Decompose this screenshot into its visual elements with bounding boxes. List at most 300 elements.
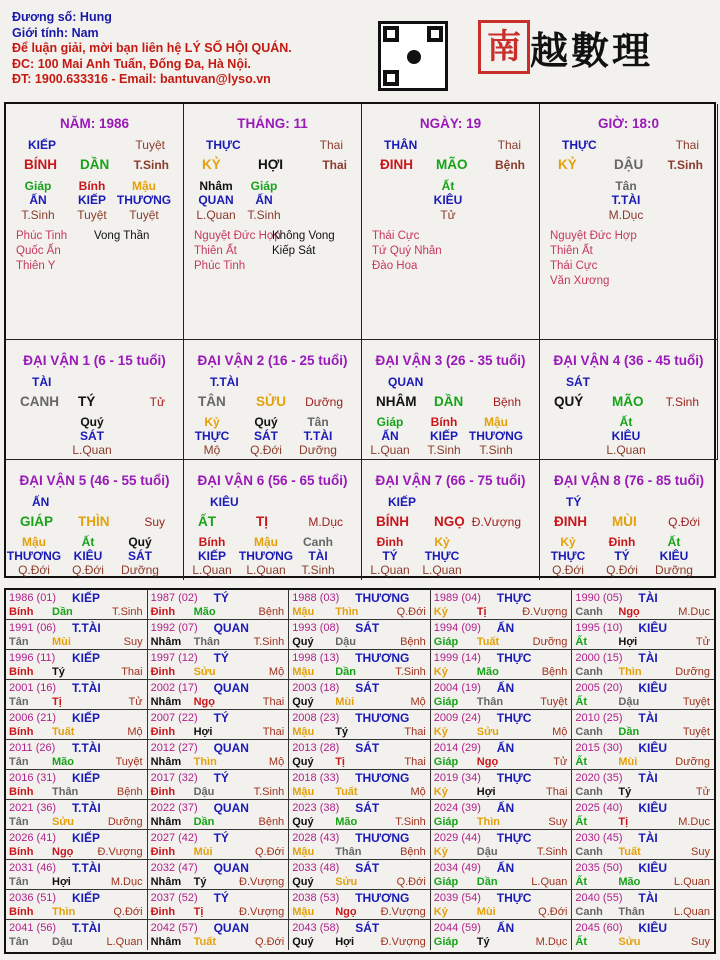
hidden-god: QUAN	[198, 193, 234, 207]
year-label: 2033 (48)	[292, 862, 340, 874]
year-cell	[6, 620, 148, 650]
year-cell	[289, 920, 431, 950]
pillar-column	[362, 104, 540, 340]
year-label: 2024 (39)	[433, 802, 481, 814]
hidden-stage: Q.Đới	[552, 563, 584, 577]
pillar-chi: HỢI	[258, 157, 284, 172]
dai-van-can: ĐINH	[554, 514, 587, 529]
year-god: TÝ	[213, 591, 229, 605]
year-stem: Bính	[9, 726, 34, 738]
year-cell	[148, 590, 290, 620]
year-label: 1997 (12)	[150, 652, 198, 664]
dai-van-cell	[6, 340, 184, 460]
hidden-stage: Dưỡng	[655, 563, 693, 577]
year-stem: Ất	[575, 936, 587, 948]
year-branch: Thìn	[618, 666, 642, 678]
year-label: 2005 (20)	[575, 682, 623, 694]
year-stem: Nhâm	[150, 816, 182, 828]
year-stage: Thai	[262, 696, 285, 708]
year-god: KIẾP	[72, 831, 101, 845]
dai-van-god: KIÊU	[210, 495, 239, 509]
year-branch: Sửu	[335, 876, 358, 888]
year-cell	[148, 740, 290, 770]
year-stem: Đinh	[150, 606, 176, 618]
year-stage: Q.Đới	[254, 936, 285, 948]
year-cell	[572, 770, 714, 800]
year-stage: L.Quan	[106, 936, 143, 948]
year-label: 2034 (49)	[433, 862, 481, 874]
qr-code-icon[interactable]	[378, 21, 448, 91]
year-label: 1987 (02)	[150, 592, 198, 604]
year-cell	[148, 830, 290, 860]
year-stem: Tân	[9, 696, 29, 708]
star-name: Thiên Ất	[550, 245, 593, 257]
star-name: Văn Xương	[550, 275, 610, 287]
year-stem: Bính	[9, 606, 34, 618]
dai-van-title: ĐẠI VẬN 3 (26 - 35 tuổi)	[375, 353, 526, 368]
year-branch: Mùi	[52, 636, 71, 648]
year-cell	[289, 800, 431, 830]
year-stem: Bính	[9, 906, 34, 918]
year-label: 2013 (28)	[292, 742, 340, 754]
year-branch: Ngọ	[476, 756, 499, 768]
dai-van-chi: MÙI	[612, 514, 637, 529]
year-label: 2017 (32)	[150, 772, 198, 784]
year-stem: Mậu	[292, 906, 315, 918]
hidden-god: THỰC	[424, 549, 460, 563]
year-label: 2040 (55)	[575, 892, 623, 904]
pillar-can: ĐINH	[380, 157, 413, 172]
year-branch: Sửu	[193, 666, 216, 678]
year-label: 2003 (18)	[292, 682, 340, 694]
year-cell	[289, 830, 431, 860]
year-branch: Tuất	[476, 636, 500, 648]
hidden-stem: Mậu	[484, 415, 508, 429]
year-label: 2010 (25)	[575, 712, 623, 724]
year-stem: Nhâm	[150, 696, 182, 708]
hidden-god: THỰC	[550, 549, 586, 563]
year-branch: Mùi	[618, 756, 638, 768]
year-stem: Kỷ	[433, 846, 448, 858]
year-stage: Thai	[404, 756, 426, 768]
hidden-stage: T.Sinh	[427, 443, 461, 457]
year-stage: Đ.Vượng	[380, 906, 426, 918]
year-god: T.TÀI	[72, 681, 101, 695]
star-name: Quốc Ấn	[16, 245, 61, 257]
hidden-stage: L.Quan	[422, 563, 462, 577]
year-label: 1988 (03)	[292, 592, 340, 604]
year-stage: Đ.Vượng	[97, 846, 143, 858]
year-god: THỰC	[496, 771, 532, 785]
year-stage: Đ.Vượng	[239, 906, 285, 918]
year-stem: Tân	[9, 816, 29, 828]
year-god: ẤN	[496, 861, 515, 875]
hidden-god: KIÊU	[611, 429, 641, 443]
pillar-title: NĂM: 1986	[59, 116, 130, 131]
year-cell	[6, 770, 148, 800]
year-god: THƯƠNG	[355, 831, 410, 845]
year-cell	[289, 740, 431, 770]
year-branch: Dậu	[476, 846, 498, 858]
year-branch: Dậu	[618, 696, 640, 708]
year-branch: Dậu	[335, 636, 356, 648]
star-name: Tứ Quý Nhân	[372, 245, 442, 257]
year-branch: Mão	[476, 666, 499, 678]
hidden-god: T.TÀI	[611, 193, 641, 207]
year-cell	[6, 740, 148, 770]
year-label: 2036 (51)	[9, 892, 57, 904]
year-god: KIÊU	[638, 861, 668, 875]
pillar-column	[540, 104, 718, 340]
year-cell	[431, 890, 573, 920]
pillar-can: KỶ	[202, 157, 221, 172]
year-stage: M.Dục	[678, 606, 710, 618]
year-branch: Dần	[335, 666, 356, 678]
hidden-stage: Q.Đới	[18, 563, 50, 577]
year-stem: Đinh	[150, 846, 176, 858]
year-stage: L.Quan	[673, 876, 710, 888]
dai-van-can: NHÂM	[376, 394, 417, 409]
year-label: 2021 (36)	[9, 802, 57, 814]
year-label: 2043 (58)	[292, 922, 340, 934]
year-stage: M.Dục	[535, 936, 568, 948]
year-label: 1993 (08)	[292, 622, 340, 634]
year-stage: Mộ	[552, 726, 568, 738]
year-cell	[431, 920, 573, 950]
year-stage: Mộ	[268, 666, 285, 678]
year-stem: Kỷ	[433, 666, 448, 678]
dai-van-chi: TỊ	[256, 514, 268, 529]
gender: Giới tính: Nam	[12, 25, 99, 40]
year-branch: Tuất	[335, 786, 358, 798]
address-line: ĐC: 100 Mai Anh Tuấn, Đống Đa, Hà Nội.	[12, 56, 251, 71]
stars-left	[550, 229, 637, 289]
pillar-stage: T.Sinh	[133, 158, 169, 172]
year-branch: Sửu	[618, 936, 641, 948]
year-stem: Bính	[9, 666, 34, 678]
year-god: TÀI	[638, 771, 658, 785]
year-stem: Giáp	[433, 816, 459, 828]
year-god: KIẾP	[72, 591, 101, 605]
year-stem: Ất	[575, 636, 587, 648]
year-stem: Nhâm	[150, 756, 182, 768]
year-stage: Thai	[404, 726, 426, 738]
star-name: Kiếp Sát	[272, 245, 316, 257]
year-god: THƯƠNG	[355, 591, 410, 605]
year-branch: Sửu	[476, 726, 499, 738]
year-label: 2027 (42)	[150, 832, 198, 844]
year-stage: Đ.Vượng	[380, 936, 426, 948]
year-stage: Tuyệt	[115, 756, 143, 768]
year-label: 2023 (38)	[292, 802, 340, 814]
year-stage: Suy	[691, 846, 710, 858]
year-god: ẤN	[496, 621, 515, 635]
pillar-column	[184, 104, 362, 340]
dai-van-stage: Đ.Vượng	[471, 515, 521, 529]
year-cell	[289, 680, 431, 710]
hidden-god: KIẾP	[429, 429, 458, 443]
dai-van-cell	[540, 340, 718, 460]
year-stem: Bính	[9, 846, 34, 858]
stars-right	[272, 229, 335, 259]
year-god: SÁT	[355, 921, 380, 935]
year-stage: M.Dục	[110, 876, 143, 888]
pillar-top-god: KIẾP	[28, 138, 57, 152]
year-cell	[431, 680, 573, 710]
hidden-stem: Bính	[430, 415, 458, 429]
year-stem: Ất	[575, 816, 587, 828]
year-branch: Hợi	[618, 636, 638, 648]
year-label: 2011 (26)	[9, 742, 56, 754]
year-stage: Suy	[691, 936, 710, 948]
dai-van-god: TÀI	[32, 375, 52, 389]
year-branch: Mùi	[193, 846, 213, 858]
brand-logo: 越數理	[530, 28, 654, 73]
year-cell	[431, 860, 573, 890]
year-branch: Hợi	[335, 936, 355, 948]
year-god: SÁT	[355, 741, 380, 755]
year-stem: Tân	[9, 636, 29, 648]
dai-van-god: ẤN	[32, 495, 50, 509]
year-stage: Đ.Vượng	[239, 876, 285, 888]
hidden-stage: Dưỡng	[299, 443, 337, 457]
year-stage: Bệnh	[541, 666, 568, 678]
dai-van-chi: TÝ	[78, 394, 96, 409]
year-stem: Giáp	[433, 876, 459, 888]
year-label: 2042 (57)	[150, 922, 198, 934]
year-label: 2028 (43)	[292, 832, 340, 844]
year-stage: Bệnh	[116, 786, 143, 798]
year-branch: Tị	[52, 696, 62, 708]
dai-van-stage: Suy	[144, 515, 165, 529]
hidden-stage: L.Quan	[370, 443, 410, 457]
year-cell	[289, 590, 431, 620]
hidden-stem: Tân	[307, 415, 329, 429]
contact-line: Để luận giải, mời bạn liên hệ LÝ SỐ HỘI QUÁN.	[12, 41, 292, 55]
dai-van-title: ĐẠI VẬN 5 (46 - 55 tuổi)	[19, 473, 170, 488]
dai-van-god: T.TÀI	[210, 375, 239, 389]
year-god: TÀI	[638, 591, 658, 605]
year-label: 2038 (53)	[292, 892, 340, 904]
year-branch: Sửu	[52, 816, 75, 828]
hidden-stage: L.Quan	[370, 563, 410, 577]
hidden-stage: Q.Đới	[72, 563, 104, 577]
year-cell	[431, 830, 573, 860]
year-cell	[431, 620, 573, 650]
year-label: 2032 (47)	[150, 862, 198, 874]
year-stage: Dưỡng	[675, 666, 710, 678]
hidden-stem: Quý	[254, 415, 278, 429]
pillar-top-god: THỰC	[206, 138, 241, 152]
hidden-god: THƯƠNG	[6, 549, 62, 563]
hidden-stem: Kỷ	[434, 535, 450, 549]
year-branch: Thân	[335, 846, 362, 858]
star-name: Thiên Y	[16, 260, 56, 272]
year-branch: Ngọ	[335, 906, 357, 918]
year-stage: Tuyệt	[682, 696, 710, 708]
dai-van-stage: Q.Đới	[668, 515, 700, 529]
year-label: 2019 (34)	[433, 772, 481, 784]
year-stem: Ất	[575, 756, 587, 768]
year-cell	[289, 650, 431, 680]
hidden-stem: Ất	[619, 415, 633, 429]
four-pillars-box	[4, 102, 716, 578]
year-god: TÝ	[213, 831, 229, 845]
hidden-stem: Ất	[441, 179, 455, 193]
year-cell	[572, 920, 714, 950]
star-name: Nguyệt Đức Hợp	[194, 230, 281, 242]
year-stem: Mậu	[292, 666, 315, 678]
hidden-stem: Kỷ	[560, 535, 576, 549]
hidden-god: KIÊU	[73, 549, 103, 563]
year-label: 2039 (54)	[433, 892, 481, 904]
year-cell	[148, 860, 290, 890]
year-cell	[431, 710, 573, 740]
hidden-stage: M.Dục	[608, 208, 644, 222]
hidden-stem: Mậu	[22, 535, 46, 549]
year-cell	[431, 590, 573, 620]
hidden-stem: Ất	[81, 535, 95, 549]
year-stage: Suy	[123, 636, 143, 648]
year-label: 2000 (15)	[575, 652, 623, 664]
year-stage: Tử	[695, 786, 710, 798]
year-cell	[148, 650, 290, 680]
year-god: ẤN	[496, 801, 515, 815]
year-branch: Mão	[618, 876, 641, 888]
hidden-stage: L.Quan	[192, 563, 232, 577]
year-stage: Mộ	[127, 726, 143, 738]
year-stage: T.Sinh	[395, 666, 426, 678]
year-stem: Đinh	[150, 906, 176, 918]
hidden-god: KIẾP	[77, 193, 106, 207]
star-name: Thái Cực	[550, 260, 598, 272]
dai-van-stage: T.Sinh	[665, 395, 699, 409]
year-branch: Ngọ	[193, 696, 215, 708]
year-branch: Mão	[193, 606, 216, 618]
year-branch: Tuất	[52, 726, 75, 738]
hidden-stem: Mậu	[132, 179, 156, 193]
year-god: THỰC	[496, 831, 532, 845]
year-cell	[572, 620, 714, 650]
year-cell	[148, 770, 290, 800]
year-stem: Tân	[9, 876, 29, 888]
year-cell	[289, 620, 431, 650]
year-label: 2006 (21)	[9, 712, 57, 724]
brand-seal: 南	[478, 20, 530, 74]
year-stage: Thai	[545, 786, 568, 798]
year-stage: Q.Đới	[254, 846, 285, 858]
year-stem: Đinh	[150, 786, 176, 798]
year-cell	[148, 620, 290, 650]
dai-van-cell	[184, 340, 362, 460]
pillar-stage: Bệnh	[495, 158, 525, 172]
year-branch: Thìn	[52, 906, 76, 918]
year-god: TÀI	[638, 711, 658, 725]
star-name: Thiên Ất	[194, 245, 237, 257]
year-label: 2009 (24)	[433, 712, 481, 724]
year-god: TÝ	[213, 891, 229, 905]
year-branch: Hợi	[476, 786, 496, 798]
star-name: Nguyệt Đức Hợp	[550, 230, 637, 242]
year-branch: Dần	[618, 726, 640, 738]
year-branch: Mão	[335, 816, 358, 828]
star-name: Thái Cực	[372, 230, 420, 242]
star-name: Vong Thần	[94, 230, 150, 242]
hidden-god: SÁT	[128, 549, 152, 563]
dai-van-title: ĐẠI VẬN 1 (6 - 15 tuổi)	[23, 353, 166, 368]
star-name: Phúc Tinh	[16, 230, 68, 242]
year-label: 2022 (37)	[150, 802, 198, 814]
year-branch: Tý	[193, 876, 207, 888]
year-label: 2001 (16)	[9, 682, 57, 694]
year-stage: Mộ	[268, 756, 285, 768]
pillar-can: KỶ	[558, 157, 577, 172]
dai-van-can: GIÁP	[20, 514, 54, 529]
year-god: THỰC	[496, 891, 532, 905]
year-god: KIẾP	[72, 651, 101, 665]
year-stem: Tân	[9, 756, 29, 768]
year-stem: Ất	[575, 696, 587, 708]
hidden-stage: T.Sinh	[247, 208, 281, 222]
year-stage: Mộ	[410, 786, 426, 798]
hidden-stage: Q.Đới	[250, 443, 282, 457]
hidden-god: THƯƠNG	[238, 549, 294, 563]
year-stem: Giáp	[433, 696, 459, 708]
year-branch: Mùi	[335, 696, 355, 708]
year-stage: T.Sinh	[253, 636, 285, 648]
year-stem: Quý	[292, 636, 314, 648]
year-branch: Mão	[52, 756, 74, 768]
year-label: 2044 (59)	[433, 922, 481, 934]
year-cell	[289, 710, 431, 740]
dai-van-title: ĐẠI VẬN 8 (76 - 85 tuổi)	[553, 473, 705, 488]
stars-left	[372, 229, 442, 274]
hidden-stem: Giáp	[376, 415, 404, 429]
year-label: 2020 (35)	[575, 772, 623, 784]
year-cell	[6, 590, 148, 620]
year-god: QUAN	[213, 921, 249, 935]
year-god: QUAN	[213, 861, 249, 875]
year-god: T.TÀI	[72, 621, 101, 635]
year-god: SÁT	[355, 621, 380, 635]
dai-van-chi: THÌN	[78, 514, 110, 529]
year-god: SÁT	[355, 681, 380, 695]
year-label: 1999 (14)	[433, 652, 481, 664]
dai-van-chi: DẦN	[434, 394, 464, 409]
year-branch: Dậu	[52, 936, 73, 948]
year-stem: Kỷ	[433, 726, 448, 738]
pillar-column	[6, 104, 184, 340]
pillar-title: NGÀY: 19	[419, 116, 482, 131]
year-cell	[289, 770, 431, 800]
year-branch: Tị	[618, 816, 629, 828]
hidden-stem: Bính	[198, 535, 226, 549]
year-branch: Thìn	[335, 606, 359, 618]
year-stem: Bính	[9, 786, 34, 798]
year-stem: Kỷ	[433, 906, 448, 918]
year-cell	[572, 650, 714, 680]
year-label: 2018 (33)	[292, 772, 340, 784]
year-cell	[148, 890, 290, 920]
year-god: TÝ	[213, 651, 229, 665]
year-stem: Nhâm	[150, 936, 182, 948]
dai-van-title: ĐẠI VẬN 6 (56 - 65 tuổi)	[197, 473, 348, 488]
hidden-god: KIÊU	[433, 193, 463, 207]
year-god: QUAN	[213, 741, 249, 755]
year-branch: Tuất	[618, 846, 641, 858]
year-cell	[148, 920, 290, 950]
hidden-stage: Q.Đới	[606, 563, 638, 577]
